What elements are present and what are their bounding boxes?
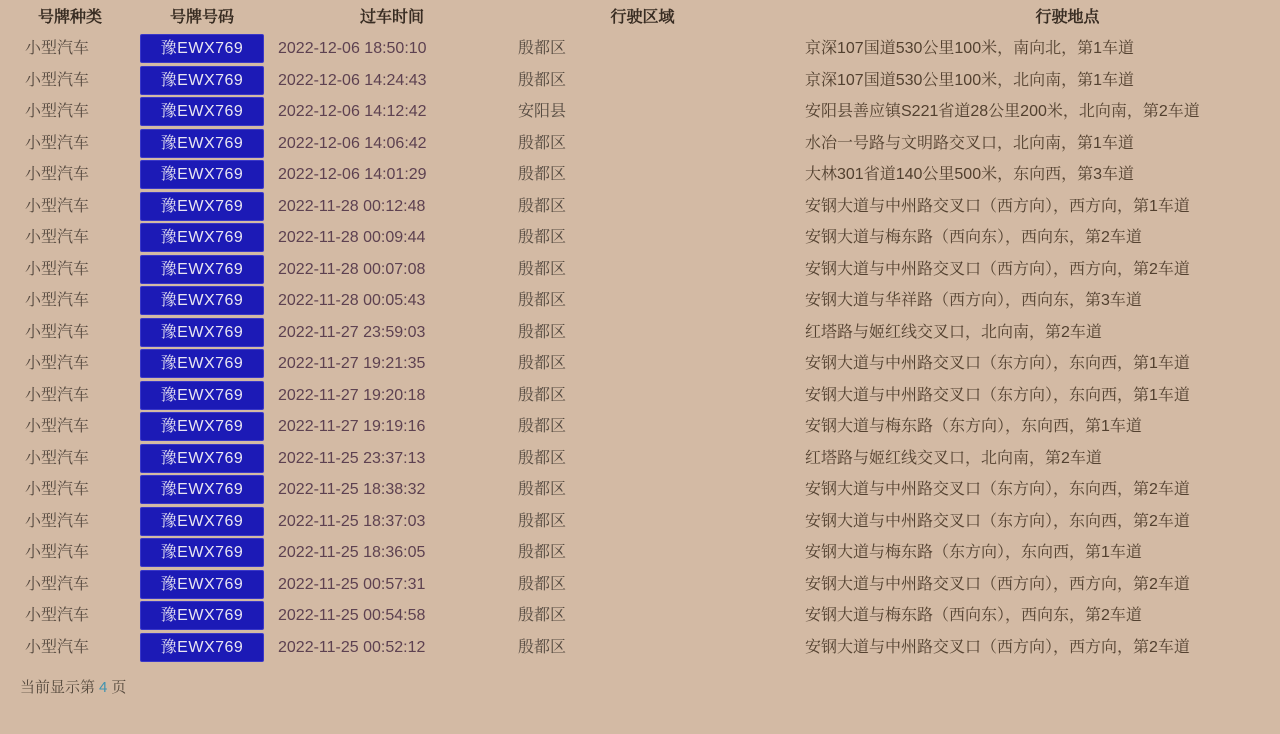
driving-area-cell: 殷都区 — [518, 229, 567, 246]
pass-time-cell: 2022-11-28 00:07:08 — [278, 260, 426, 278]
plate-type-cell: 小型汽车 — [25, 71, 90, 89]
plate-number-cell — [140, 633, 264, 662]
pass-time-cell: 2022-11-28 00:09:44 — [278, 229, 426, 246]
pass-time-cell: 2022-11-28 00:12:48 — [278, 197, 426, 215]
plate-number-badge[interactable]: 豫EWX769 — [140, 601, 264, 630]
driving-area-cell: 殷都区 — [518, 607, 567, 624]
plate-type-cell: 小型汽车 — [25, 40, 90, 57]
table-row — [0, 474, 1280, 506]
plate-number-badge[interactable]: 豫EWX769 — [140, 412, 264, 441]
table-row — [0, 222, 1280, 254]
driving-area-cell: 殷都区 — [518, 292, 567, 309]
plate-number-cell — [140, 223, 264, 252]
table-row — [0, 191, 1280, 223]
driving-location-cell: 安钢大道与中州路交叉口（西方向），西方向，第2车道 — [805, 575, 1190, 593]
plate-type-cell: 小型汽车 — [25, 292, 90, 309]
driving-area-cell: 殷都区 — [518, 418, 567, 435]
table-row — [0, 569, 1280, 601]
plate-number-cell — [140, 601, 264, 630]
driving-area-cell: 殷都区 — [518, 355, 567, 372]
driving-location-cell: 安钢大道与中州路交叉口（东方向），东向西，第2车道 — [805, 512, 1190, 530]
driving-location-cell: 安钢大道与梅东路（西向东），西向东，第2车道 — [805, 607, 1142, 624]
plate-number-badge[interactable]: 豫EWX769 — [140, 255, 264, 284]
driving-area-cell: 殷都区 — [518, 575, 567, 593]
plate-number-cell — [140, 444, 264, 473]
plate-number-badge[interactable]: 豫EWX769 — [140, 160, 264, 189]
driving-area-cell: 殷都区 — [518, 544, 567, 561]
table-row — [0, 254, 1280, 286]
pagination-prefix: 当前显示第 — [20, 679, 96, 696]
pass-time-cell: 2022-11-25 18:37:03 — [278, 512, 426, 530]
plate-number-cell — [140, 129, 264, 158]
driving-location-cell: 红塔路与姬红线交叉口，北向南，第2车道 — [805, 323, 1102, 341]
plate-number-badge[interactable]: 豫EWX769 — [140, 444, 264, 473]
table-row — [0, 128, 1280, 160]
table-row — [0, 380, 1280, 412]
driving-area-cell: 殷都区 — [518, 323, 567, 341]
plate-number-cell — [140, 192, 264, 221]
plate-type-cell: 小型汽车 — [25, 386, 90, 404]
driving-location-cell: 安钢大道与梅东路（西向东），西向东，第2车道 — [805, 229, 1142, 246]
driving-location-cell: 安钢大道与中州路交叉口（西方向），西方向，第2车道 — [805, 638, 1190, 656]
table-row — [0, 411, 1280, 443]
plate-number-cell — [140, 507, 264, 536]
pass-time-cell: 2022-11-25 00:52:12 — [278, 638, 426, 656]
table-row — [0, 632, 1280, 664]
pagination-status — [0, 676, 1280, 697]
driving-area-cell: 殷都区 — [518, 166, 567, 183]
plate-type-cell: 小型汽车 — [25, 575, 90, 593]
pass-time-cell: 2022-12-06 14:06:42 — [278, 134, 427, 152]
driving-location-cell: 安钢大道与中州路交叉口（西方向），西方向，第1车道 — [805, 197, 1190, 215]
plate-number-cell — [140, 349, 264, 378]
driving-area-cell: 殷都区 — [518, 71, 567, 89]
pass-time-cell: 2022-11-25 00:57:31 — [278, 575, 426, 593]
plate-type-cell: 小型汽车 — [25, 449, 90, 467]
driving-location-cell: 大林301省道140公里500米，东向西，第3车道 — [805, 166, 1134, 183]
plate-type-cell: 小型汽车 — [25, 355, 90, 372]
plate-number-badge[interactable]: 豫EWX769 — [140, 34, 264, 63]
plate-number-badge[interactable]: 豫EWX769 — [140, 349, 264, 378]
driving-area-cell: 殷都区 — [518, 134, 567, 152]
plate-number-cell — [140, 97, 264, 126]
plate-type-cell: 小型汽车 — [25, 607, 90, 624]
driving-area-cell: 殷都区 — [518, 449, 567, 467]
pass-time-cell: 2022-12-06 14:01:29 — [278, 166, 427, 183]
table-header-row — [0, 0, 1280, 33]
table-row — [0, 65, 1280, 97]
plate-number-cell — [140, 286, 264, 315]
driving-location-cell: 京深107国道530公里100米，南向北，第1车道 — [805, 40, 1134, 57]
plate-type-cell: 小型汽车 — [25, 418, 90, 435]
pass-time-cell: 2022-11-28 00:05:43 — [278, 292, 426, 309]
driving-area-cell: 殷都区 — [518, 197, 567, 215]
pass-time-cell: 2022-11-25 18:36:05 — [278, 544, 426, 561]
plate-number-badge[interactable]: 豫EWX769 — [140, 223, 264, 252]
plate-number-cell — [140, 570, 264, 599]
plate-number-badge[interactable]: 豫EWX769 — [140, 570, 264, 599]
pass-time-cell: 2022-11-27 19:20:18 — [278, 386, 426, 404]
driving-location-cell: 安钢大道与华祥路（西方向），西向东，第3车道 — [805, 292, 1142, 309]
header-plate-number: 号牌号码 — [169, 9, 234, 26]
table-row — [0, 506, 1280, 538]
plate-type-cell: 小型汽车 — [25, 103, 90, 120]
plate-type-cell: 小型汽车 — [25, 166, 90, 183]
plate-type-cell: 小型汽车 — [25, 323, 90, 341]
driving-area-cell: 殷都区 — [518, 481, 567, 498]
plate-type-cell: 小型汽车 — [25, 260, 90, 278]
table-row — [0, 348, 1280, 380]
plate-number-badge[interactable]: 豫EWX769 — [140, 129, 264, 158]
pass-time-cell: 2022-12-06 18:50:10 — [278, 40, 427, 57]
driving-area-cell: 殷都区 — [518, 512, 567, 530]
plate-number-badge[interactable]: 豫EWX769 — [140, 475, 264, 504]
pass-time-cell: 2022-11-25 00:54:58 — [278, 607, 426, 624]
table-row — [0, 537, 1280, 569]
table-row — [0, 600, 1280, 632]
header-pass-time: 过车时间 — [359, 9, 424, 26]
plate-type-cell: 小型汽车 — [25, 229, 90, 246]
driving-area-cell: 殷都区 — [518, 386, 567, 404]
plate-number-badge[interactable]: 豫EWX769 — [140, 633, 264, 662]
plate-number-cell — [140, 160, 264, 189]
plate-number-cell — [140, 318, 264, 347]
driving-location-cell: 安阳县善应镇S221省道28公里200米，北向南，第2车道 — [805, 103, 1200, 120]
driving-area-cell: 殷都区 — [518, 638, 567, 656]
plate-number-badge[interactable]: 豫EWX769 — [140, 286, 264, 315]
driving-location-cell: 红塔路与姬红线交叉口，北向南，第2车道 — [805, 449, 1102, 467]
plate-type-cell: 小型汽车 — [25, 481, 90, 498]
pass-time-cell: 2022-12-06 14:12:42 — [278, 103, 427, 120]
plate-number-cell — [140, 255, 264, 284]
plate-number-cell — [140, 412, 264, 441]
pagination-suffix: 页 — [111, 679, 127, 696]
plate-type-cell: 小型汽车 — [25, 197, 90, 215]
pass-time-cell: 2022-11-25 18:38:32 — [278, 481, 426, 498]
pass-time-cell: 2022-12-06 14:24:43 — [278, 71, 427, 89]
plate-type-cell: 小型汽车 — [25, 134, 90, 152]
table-row — [0, 33, 1280, 65]
table-row — [0, 285, 1280, 317]
table-row — [0, 317, 1280, 349]
driving-location-cell: 安钢大道与中州路交叉口（东方向），东向西，第1车道 — [805, 355, 1190, 372]
driving-location-cell: 安钢大道与梅东路（东方向），东向西，第1车道 — [805, 544, 1142, 561]
plate-number-badge[interactable]: 豫EWX769 — [140, 381, 264, 410]
driving-location-cell: 安钢大道与梅东路（东方向），东向西，第1车道 — [805, 418, 1142, 435]
pass-time-cell: 2022-11-27 19:19:16 — [278, 418, 426, 435]
header-plate-type: 号牌种类 — [37, 9, 102, 26]
driving-location-cell: 水冶一号路与文明路交叉口，北向南，第1车道 — [805, 134, 1134, 152]
plate-type-cell: 小型汽车 — [25, 512, 90, 530]
header-driving-location: 行驶地点 — [1035, 9, 1100, 26]
table-body — [0, 33, 1280, 663]
plate-type-cell: 小型汽车 — [25, 638, 90, 656]
driving-area-cell: 殷都区 — [518, 40, 567, 57]
plate-number-cell — [140, 538, 264, 567]
plate-number-badge[interactable]: 豫EWX769 — [140, 507, 264, 536]
driving-area-cell: 安阳县 — [518, 103, 567, 120]
pass-time-cell: 2022-11-27 23:59:03 — [278, 323, 426, 341]
table-row — [0, 443, 1280, 475]
plate-number-cell — [140, 381, 264, 410]
plate-number-badge[interactable]: 豫EWX769 — [140, 538, 264, 567]
plate-number-cell — [140, 66, 264, 95]
header-driving-area: 行驶区域 — [610, 9, 675, 26]
driving-location-cell: 京深107国道530公里100米，北向南，第1车道 — [805, 71, 1134, 89]
driving-location-cell: 安钢大道与中州路交叉口（东方向），东向西，第1车道 — [805, 386, 1190, 404]
plate-number-badge[interactable]: 豫EWX769 — [140, 97, 264, 126]
plate-number-cell — [140, 475, 264, 504]
driving-location-cell: 安钢大道与中州路交叉口（东方向），东向西，第2车道 — [805, 481, 1190, 498]
table-row — [0, 96, 1280, 128]
table-row — [0, 159, 1280, 191]
plate-number-cell — [140, 34, 264, 63]
pass-time-cell: 2022-11-25 23:37:13 — [278, 449, 426, 467]
driving-area-cell: 殷都区 — [518, 260, 567, 278]
plate-number-badge[interactable]: 豫EWX769 — [140, 66, 264, 95]
plate-number-badge[interactable]: 豫EWX769 — [140, 318, 264, 347]
plate-number-badge[interactable]: 豫EWX769 — [140, 192, 264, 221]
driving-location-cell: 安钢大道与中州路交叉口（西方向），西方向，第2车道 — [805, 260, 1190, 278]
current-page-number: 4 — [99, 679, 108, 696]
plate-type-cell: 小型汽车 — [25, 544, 90, 561]
pass-time-cell: 2022-11-27 19:21:35 — [278, 355, 426, 372]
